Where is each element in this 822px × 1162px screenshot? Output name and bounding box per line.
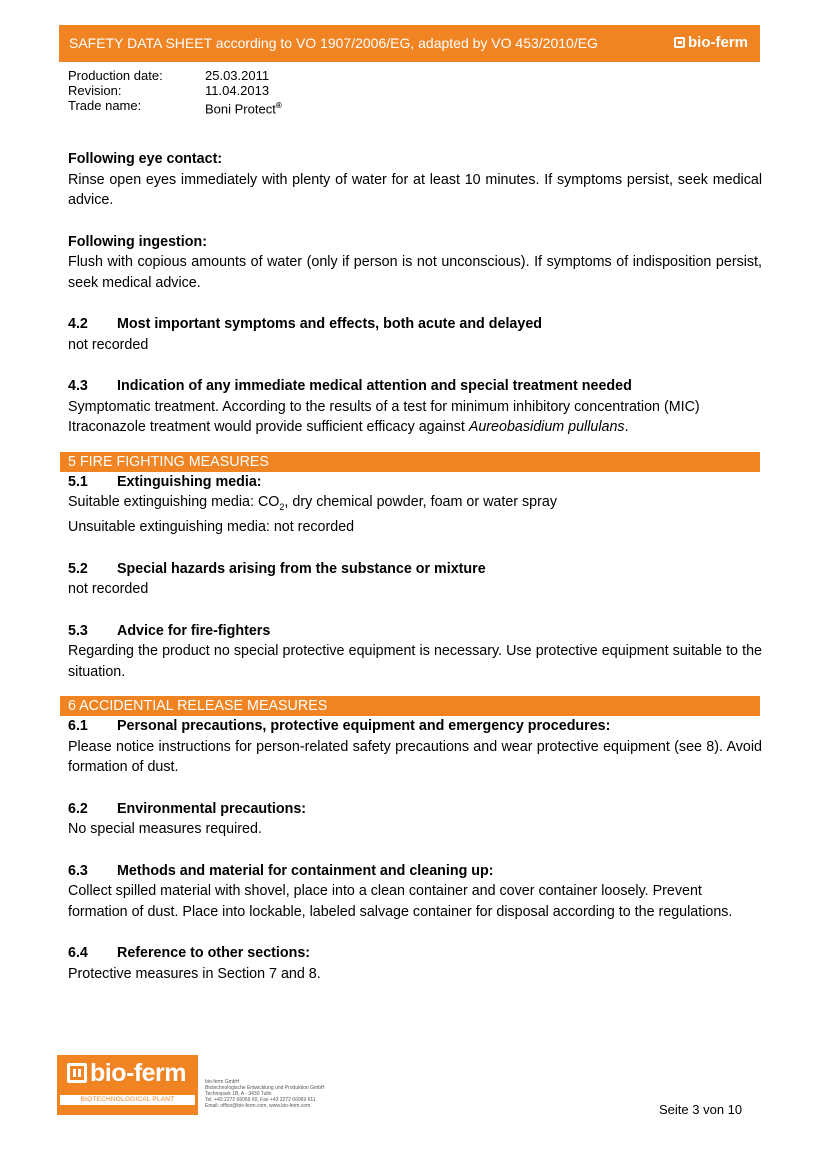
text-fragment: Itraconazole treatment would provide sufficient efficacy against — [68, 419, 469, 435]
section-number: 4.2 — [68, 316, 88, 332]
section-text-line — [68, 492, 762, 517]
section-text: Collect spilled material with shovel, place into a clean container and cover container loosely. Prevent formation of dust. Place into lockable, labeled salvage container for disposal according to the regulations. — [68, 883, 733, 920]
section-heading — [68, 861, 762, 882]
section-number: 5.3 — [68, 622, 88, 639]
organism-name: Aureobasidium pullulans — [468, 419, 625, 435]
section-heading — [68, 314, 762, 335]
bio-ferm-logo-icon — [67, 1063, 87, 1083]
header-bar — [59, 25, 760, 62]
registered-mark: ® — [275, 101, 282, 110]
meta-trade-name — [68, 98, 282, 116]
address-line: Tel. +43 2272 66069 60, Fax +43 2272 66069 611 — [205, 1097, 316, 1103]
meta-label: Production date: — [68, 68, 163, 83]
section-6-1 — [68, 716, 762, 778]
section-4-2 — [68, 314, 762, 355]
section-5-1 — [68, 472, 762, 538]
section-title: Advice for fire-fighters — [117, 622, 271, 639]
section-number: 6.1 — [68, 718, 88, 735]
text-fragment: . — [624, 419, 629, 435]
section-number: 5.1 — [68, 473, 88, 490]
footer-logo — [57, 1055, 198, 1115]
section-number: 6.4 — [68, 945, 88, 962]
section-heading — [68, 799, 762, 820]
section-text: not recorded — [68, 336, 149, 353]
section-title: Extinguishing media: — [117, 473, 262, 490]
section-5-3 — [68, 621, 762, 683]
section-title: Most important symptoms and effects, both acute and delayed — [117, 316, 543, 332]
address-line: Biotechnologische Entwicklung und Produktion GmbH — [205, 1085, 325, 1091]
section-4-3 — [68, 376, 762, 438]
footer-tagline: BIOTECHNOLOGICAL PLANT PROTECTION — [60, 1095, 195, 1105]
header-brand-text: bio-ferm — [688, 34, 748, 51]
meta-production-date — [68, 68, 282, 83]
section-title: Methods and material for containment and cleaning up: — [117, 862, 494, 879]
section-title: Special hazards arising from the substance or mixture — [117, 560, 486, 577]
footer-address — [205, 1079, 325, 1109]
eye-contact-heading: Following eye contact: — [68, 151, 223, 167]
section-heading — [68, 716, 762, 737]
eye-contact-block — [68, 149, 762, 211]
footer-logo-text: bio-ferm — [90, 1059, 186, 1087]
text-fragment: Suitable extinguishing media: CO — [68, 494, 280, 510]
page-number: Seite 3 von 10 — [659, 1102, 743, 1117]
section-6-4 — [68, 943, 762, 984]
section-5-bar: 5 FIRE FIGHTING MEASURES — [60, 452, 760, 472]
address-line: Email: office@bio-ferm.com, www.bio-ferm.com — [205, 1103, 311, 1109]
section-title: Reference to other sections: — [117, 945, 311, 962]
section-text-line: Unsuitable extinguishing media: not recorded — [68, 519, 355, 536]
footer-logo-wordmark — [67, 1059, 186, 1088]
section-heading — [68, 559, 762, 580]
meta-label: Revision: — [68, 83, 122, 98]
section-number: 6.3 — [68, 862, 88, 879]
text-fragment: , dry chemical powder, foam or water spray — [284, 494, 557, 510]
trade-name: Boni Protect — [205, 101, 276, 117]
document-body — [68, 149, 762, 1005]
section-5-2 — [68, 559, 762, 600]
document-meta — [68, 68, 282, 116]
section-6-bar: 6 ACCIDENTIAL RELEASE MEASURES — [60, 696, 760, 716]
section-number: 5.2 — [68, 560, 88, 577]
section-number: 6.2 — [68, 800, 88, 817]
meta-value: 11.04.2013 — [205, 83, 270, 98]
section-heading — [68, 943, 762, 964]
bio-ferm-logo-icon — [674, 37, 685, 48]
section-text-line: Symptomatic treatment. According to the results of a test for minimum inhibitory concentration (MIC) — [68, 398, 700, 415]
ingestion-text: Flush with copious amounts of water (only if person is not unconscious). If symptoms of indisposition persist, seek medical advice. — [68, 254, 762, 291]
section-heading — [68, 472, 762, 493]
ingestion-block — [68, 232, 762, 294]
meta-value: 25.03.2011 — [205, 68, 270, 83]
section-text: Regarding the product no special protective equipment is necessary. Use protective equipment suitable to the situation. — [68, 643, 762, 680]
section-text: Please notice instructions for person-related safety precautions and wear protective equipment (see 8). Avoid formation of dust. — [68, 738, 762, 776]
section-6-2 — [68, 799, 762, 840]
ingestion-heading: Following ingestion: — [68, 233, 207, 250]
meta-value — [205, 98, 282, 116]
section-title: Indication of any immediate medical attention and special treatment needed — [117, 378, 632, 394]
section-text-line — [68, 417, 762, 438]
meta-revision — [68, 83, 282, 98]
section-number: 4.3 — [68, 378, 88, 394]
section-heading — [68, 621, 762, 642]
section-heading — [68, 376, 762, 397]
meta-label: Trade name: — [68, 98, 142, 113]
address-line: Technopark 1B, A - 3430 Tulln — [205, 1091, 272, 1097]
eye-contact-text: Rinse open eyes immediately with plenty of water for at least 10 minutes. If symptoms persist, seek medical advice. — [68, 171, 762, 208]
header-brand — [674, 34, 748, 51]
subscript: 2 — [279, 501, 285, 512]
address-line: bio-ferm GmbH — [205, 1079, 240, 1085]
document-title: SAFETY DATA SHEET according to VO 1907/2006/EG, adapted by VO 453/2010/EG — [69, 35, 598, 51]
section-title: Personal precautions, protective equipment and emergency procedures: — [117, 718, 611, 735]
section-6-3 — [68, 861, 762, 923]
section-text: not recorded — [68, 581, 149, 598]
section-text: Protective measures in Section 7 and 8. — [68, 965, 321, 982]
section-title: Environmental precautions: — [117, 800, 307, 817]
section-text: No special measures required. — [68, 821, 262, 838]
